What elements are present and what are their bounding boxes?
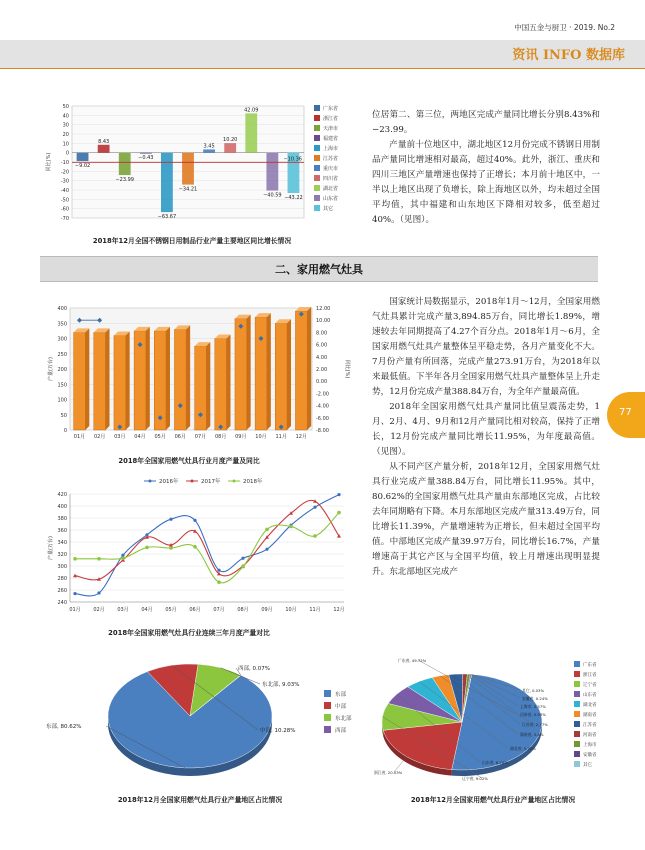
- data-point: [97, 591, 100, 594]
- bar: [154, 331, 166, 430]
- y-tick-label: 100: [57, 397, 67, 404]
- y-tick-label: 400: [57, 504, 67, 510]
- chart1-caption: 2018年12月全国不锈钢日用制品行业产量主要地区同比增长情况: [92, 237, 292, 245]
- data-point: [337, 493, 340, 496]
- data-point: [121, 556, 125, 560]
- y2-tick-label: 0.00: [316, 379, 328, 386]
- data-point: [241, 557, 244, 560]
- data-point: [73, 557, 77, 561]
- bar-side: [126, 331, 130, 430]
- legend-label: 上海市: [323, 146, 339, 152]
- bar: [161, 153, 173, 212]
- data-label: 8.43: [98, 138, 110, 145]
- y-tick-label: 360: [57, 528, 67, 534]
- bar: [94, 332, 106, 430]
- legend-swatch: [574, 761, 580, 767]
- y2-tick-label: 10.00: [316, 318, 331, 325]
- y-tick-label: 50: [62, 104, 69, 110]
- x-tick-label: 09月: [235, 434, 247, 440]
- data-label: −40.59: [263, 192, 282, 199]
- legend-label: 湖北省: [323, 186, 339, 192]
- legend-label: 辽宁省: [583, 683, 597, 688]
- legend-marker: [149, 480, 152, 483]
- slice-label: 湖北省, 5.75%: [510, 746, 536, 751]
- legend-swatch: [314, 135, 320, 141]
- data-point: [241, 565, 245, 569]
- bar: [140, 153, 152, 154]
- legend-swatch: [574, 731, 580, 737]
- slice-label: 其它, 0.03%: [522, 688, 545, 693]
- header-divider: [0, 68, 645, 69]
- bar: [215, 339, 227, 431]
- data-label: −34.21: [178, 186, 198, 193]
- legend-swatch: [314, 105, 320, 111]
- legend-label: 重庆市: [323, 166, 339, 172]
- bar-side: [166, 327, 170, 430]
- x-tick-label: 12月: [333, 607, 345, 613]
- x-tick-label: 06月: [189, 607, 201, 613]
- bar: [203, 149, 215, 152]
- data-point: [73, 592, 76, 595]
- bar: [119, 153, 131, 175]
- legend-label: 浙江省: [323, 116, 339, 122]
- slice-label: 湖南省, 3.4%: [520, 732, 544, 737]
- legend-swatch: [314, 145, 320, 151]
- y-tick-label: 420: [57, 492, 67, 498]
- legend-label: 天津市: [323, 126, 339, 132]
- y2-axis-label: 同比(%): [344, 359, 350, 379]
- y-tick-label: 300: [57, 336, 67, 343]
- stainless-yoy-chart: [42, 100, 360, 232]
- legend-swatch: [574, 711, 580, 717]
- y-tick-label: 320: [57, 552, 67, 558]
- slice-label: 山东省, 6.74%: [482, 760, 508, 765]
- legend-label: 2016年: [159, 479, 179, 485]
- legend-label: 河南省: [583, 733, 597, 738]
- bar: [275, 323, 287, 430]
- legend-swatch: [314, 195, 320, 201]
- y-tick-label: 200: [57, 367, 67, 373]
- y-tick-label: -10: [60, 160, 69, 166]
- bar-side: [307, 307, 311, 430]
- slice-label: 东北部, 9.03%: [262, 682, 300, 688]
- bar-side: [287, 319, 291, 430]
- data-point: [217, 580, 221, 584]
- slice-label: 上海市, 0.57%: [520, 704, 546, 709]
- bar: [182, 153, 194, 185]
- bar-side: [226, 335, 230, 431]
- average-label: −10.36: [283, 156, 302, 163]
- three-year-output-chart: [44, 472, 362, 622]
- series-line: [75, 513, 339, 583]
- legend-swatch: [314, 125, 320, 131]
- legend-label: 上海市: [583, 743, 597, 748]
- slice-label: 辽宁省, 9.02%: [462, 776, 488, 781]
- y-tick-label: 340: [57, 540, 67, 546]
- data-label: −0.43: [138, 155, 154, 162]
- x-tick-label: 04月: [134, 434, 146, 440]
- bar: [255, 317, 267, 430]
- y-tick-label: 150: [57, 382, 67, 389]
- legend-label: 湖北省: [583, 703, 597, 708]
- y-tick-label: 0: [65, 150, 69, 157]
- legend-swatch: [574, 701, 580, 707]
- bar-side: [186, 325, 190, 430]
- y-tick-label: 380: [57, 516, 67, 522]
- data-point: [97, 557, 101, 561]
- x-tick-label: 05月: [154, 434, 166, 440]
- y2-tick-label: 2.00: [316, 367, 328, 373]
- x-tick-label: 01月: [73, 434, 86, 440]
- legend-label: 2017年: [201, 479, 221, 485]
- y-tick-label: 50: [60, 412, 67, 419]
- x-tick-label: 12月: [295, 434, 307, 440]
- y-tick-label: 40: [62, 113, 69, 120]
- data-point: [289, 525, 293, 529]
- legend-label: 东北部: [335, 716, 352, 722]
- bar-side: [206, 342, 210, 430]
- y2-tick-label: 8.00: [316, 330, 328, 337]
- x-tick-label: 08月: [237, 607, 249, 613]
- legend-label: 江苏省: [323, 156, 339, 162]
- legend-label: 其它: [583, 763, 592, 768]
- paragraph: 国家统计局数据显示，2018年1月～12月，全国家用燃气灶具累计完成产量3,894.85万台，同比增长1.89%，增速较去年同期提高了4.27个百分点。2018年1月～6月，全国家用燃气灶具产量整体呈平稳走势，各月产量变化不大。7月份产量有所回落，完成产量273.91万台，为2018年以来最低值。下半年各月全国家用燃气灶具产量整体呈上升走势，12月份完成产量388.84万台，为全年产量最高值。: [372, 297, 600, 397]
- article-text-top: [372, 108, 600, 228]
- slice-label: 西部, 0.07%: [238, 666, 270, 672]
- legend-label: 浙江省: [583, 673, 597, 678]
- slice-label: 广东省, 49.72%: [398, 658, 427, 663]
- y-tick-label: 300: [57, 564, 67, 570]
- legend-label: 2018年: [243, 479, 263, 485]
- legend-label: 四川省: [323, 176, 339, 182]
- data-point: [337, 511, 341, 515]
- legend-swatch: [574, 661, 580, 667]
- section-heading: [40, 256, 598, 282]
- chart5-caption: 2018年12月全国家用燃气灶具行业产量地区占比情况: [410, 796, 576, 804]
- y-tick-label: 280: [57, 576, 67, 582]
- x-tick-label: 02月: [93, 607, 105, 613]
- chart2-caption: 2018年全国家用燃气灶具行业月度产量及同比: [118, 457, 260, 465]
- bar: [224, 143, 236, 153]
- bar: [245, 113, 257, 152]
- data-point: [217, 569, 220, 572]
- y-tick-label: 0: [63, 428, 67, 434]
- bar: [74, 332, 86, 430]
- legend-swatch: [324, 714, 331, 721]
- x-tick-label: 07月: [194, 434, 207, 440]
- bar-side: [85, 328, 89, 430]
- monthly-output-chart: [44, 300, 354, 450]
- legend-label: 山东省: [583, 693, 597, 698]
- data-label: −9.02: [74, 163, 91, 170]
- legend-label: 安徽省: [583, 753, 597, 758]
- data-point: [313, 534, 317, 538]
- data-point: [265, 528, 269, 532]
- legend-marker: [191, 480, 194, 483]
- legend-swatch: [324, 726, 331, 733]
- legend-label: 广东省: [583, 663, 597, 668]
- x-tick-label: 08月: [214, 434, 227, 440]
- x-tick-label: 11月: [275, 434, 287, 440]
- legend-swatch: [574, 671, 580, 677]
- bar: [266, 153, 278, 191]
- series-line: [75, 500, 339, 580]
- chart4-caption: 2018年12月全国家用燃气灶具行业产量地区占比情况: [117, 796, 283, 804]
- page-number-tab: [607, 392, 645, 438]
- legend-swatch: [574, 691, 580, 697]
- y2-tick-label: -4.00: [316, 403, 329, 410]
- legend-label: 其它: [323, 206, 334, 212]
- data-label: −23.99: [115, 177, 134, 184]
- x-tick-label: 01月: [69, 607, 81, 613]
- x-tick-label: 02月: [93, 434, 106, 440]
- legend-label: 江苏省: [583, 723, 597, 728]
- slice-label: 中部, 10.28%: [260, 728, 296, 734]
- slice-label: 河南省, 0.93%: [520, 712, 546, 717]
- legend-label: 广东省: [323, 106, 339, 112]
- y2-tick-label: 12.00: [316, 306, 331, 312]
- data-label: 3.45: [203, 143, 215, 150]
- y2-tick-label: -8.00: [316, 428, 329, 434]
- bar: [195, 346, 207, 430]
- x-tick-label: 10月: [285, 607, 297, 613]
- bar-side: [105, 328, 109, 430]
- province-pie-chart: [370, 650, 610, 790]
- legend-label: 山东省: [323, 196, 339, 202]
- y2-tick-label: 6.00: [316, 342, 328, 349]
- bar: [295, 311, 307, 430]
- journal-header: 中国五金与厨卫 · 2019. No.2: [514, 23, 615, 32]
- y-tick-label: -40: [60, 188, 69, 194]
- series-line: [75, 495, 339, 596]
- y-axis-label: 产量(万台): [48, 536, 54, 560]
- x-tick-label: 06月: [174, 434, 186, 440]
- region-pie-chart: [40, 658, 370, 790]
- legend-swatch: [324, 690, 331, 697]
- data-label: 10.20: [223, 137, 238, 144]
- data-point: [169, 546, 173, 550]
- legend-swatch: [314, 165, 320, 171]
- y-axis-label: 同比(%): [46, 152, 52, 172]
- y-tick-label: 260: [57, 588, 67, 594]
- paragraph: 2018年全国家用燃气灶具产量同比值呈震荡走势，1月、2月、4月、9月和12月产量同比相对较高，保持了正增长，12月份完成产量同比增长11.95%，为年度最高值。（见图）。: [372, 402, 600, 457]
- y-tick-label: 350: [57, 321, 67, 328]
- y-tick-label: -70: [60, 216, 69, 222]
- legend-label: 湖南省: [583, 713, 597, 718]
- x-tick-label: 07月: [213, 607, 225, 613]
- data-point: [145, 546, 149, 550]
- legend-label: 中部: [335, 704, 347, 710]
- legend-label: 西部: [335, 728, 347, 734]
- bar: [235, 319, 247, 430]
- x-tick-label: 03月: [117, 607, 129, 613]
- bar: [77, 153, 89, 161]
- x-tick-label: 09月: [261, 607, 273, 613]
- legend-swatch: [574, 741, 580, 747]
- section-title: 二、家用燃气灶具: [275, 263, 363, 276]
- data-point: [193, 545, 197, 549]
- legend-swatch: [574, 721, 580, 727]
- data-point: [169, 518, 172, 521]
- y2-tick-label: -2.00: [316, 391, 329, 398]
- bar-side: [146, 327, 150, 430]
- legend-swatch: [574, 751, 580, 757]
- bar: [174, 329, 186, 430]
- y2-tick-label: 4.00: [316, 354, 328, 361]
- bar-side: [267, 313, 271, 430]
- data-label: −63.67: [157, 214, 177, 221]
- slice-label: 江苏省, 2.77%: [522, 722, 548, 727]
- x-tick-label: 04月: [141, 607, 153, 613]
- y-tick-label: 20: [62, 132, 69, 138]
- page-number: 77: [619, 407, 632, 418]
- column-brand: 资讯 INFO 数据库: [512, 48, 625, 63]
- legend-swatch: [314, 155, 320, 161]
- y-tick-label: -60: [60, 206, 69, 213]
- x-tick-label: 05月: [165, 607, 177, 613]
- data-label: −43.22: [284, 195, 303, 202]
- x-tick-label: 10月: [255, 434, 267, 440]
- data-point: [121, 554, 124, 557]
- bar: [114, 335, 126, 430]
- y-tick-label: 250: [57, 351, 67, 358]
- data-point: [193, 519, 196, 522]
- slice-label: 安徽省, 0.24%: [522, 696, 548, 701]
- y-tick-label: -30: [60, 178, 69, 185]
- y-tick-label: -50: [60, 197, 69, 204]
- legend-swatch: [574, 681, 580, 687]
- slice-label: 浙江省, 20.03%: [374, 770, 403, 775]
- legend-swatch: [314, 175, 320, 181]
- y-tick-label: 30: [62, 122, 69, 129]
- paragraph: 产量前十位地区中，湖北地区12月份完成不锈钢日用制品产量同比增速相对最高，超过40%。此外，浙江、重庆和四川三地区产量增速也保持了正增长；本月前十地区中，一半以上地区出现了负增长，除上海地区以外，均未超过全国平均值，其中福建和山东地区下降相对较多，低至超过40%。（见图）。: [372, 140, 600, 225]
- chart3-caption: 2018年全国家用燃气灶具行业连续三年月度产量对比: [108, 629, 270, 637]
- legend-label: 东部: [335, 692, 347, 698]
- slice-label: 东部, 80.62%: [46, 724, 82, 730]
- legend-swatch: [314, 115, 320, 121]
- y-tick-label: 240: [57, 600, 67, 606]
- y-tick-label: -20: [60, 169, 69, 176]
- x-tick-label: 11月: [309, 607, 321, 613]
- paragraph: 位居第二、第三位，两地区完成产量同比增长分别8.43%和−23.99。: [372, 110, 600, 135]
- legend-swatch: [314, 205, 320, 211]
- legend-label: 福建省: [323, 136, 339, 142]
- data-point: [313, 506, 316, 509]
- bar-side: [247, 315, 251, 430]
- x-tick-label: 03月: [114, 434, 126, 440]
- article-text-main: [372, 295, 600, 580]
- y-tick-label: 400: [57, 306, 67, 312]
- legend-swatch: [324, 702, 331, 709]
- y2-tick-label: -6.00: [316, 415, 329, 422]
- bar: [98, 145, 110, 153]
- paragraph: 从不同产区产量分析，2018年12月，全国家用燃气灶具行业完成产量388.84万台，同比增长11.95%。其中，80.62%的全国家用燃气灶具产量由东部地区完成，占比较去年同期略有下降。本月东部地区完成产量313.49万台，同比增长11.39%，产量增速转为正增长，但未超过全国平均值。中部地区完成产量39.97万台，同比增长16.7%，产量增速高于其它产区与全国平均值，较上月增速出现明显提升。东北部地区完成产: [372, 462, 600, 577]
- y-axis-label: 产量(万台): [48, 357, 54, 381]
- legend-marker: [233, 480, 236, 483]
- data-label: 42.09: [244, 107, 259, 114]
- y-tick-label: 10: [62, 141, 69, 148]
- legend-swatch: [314, 185, 320, 191]
- data-point: [265, 548, 268, 551]
